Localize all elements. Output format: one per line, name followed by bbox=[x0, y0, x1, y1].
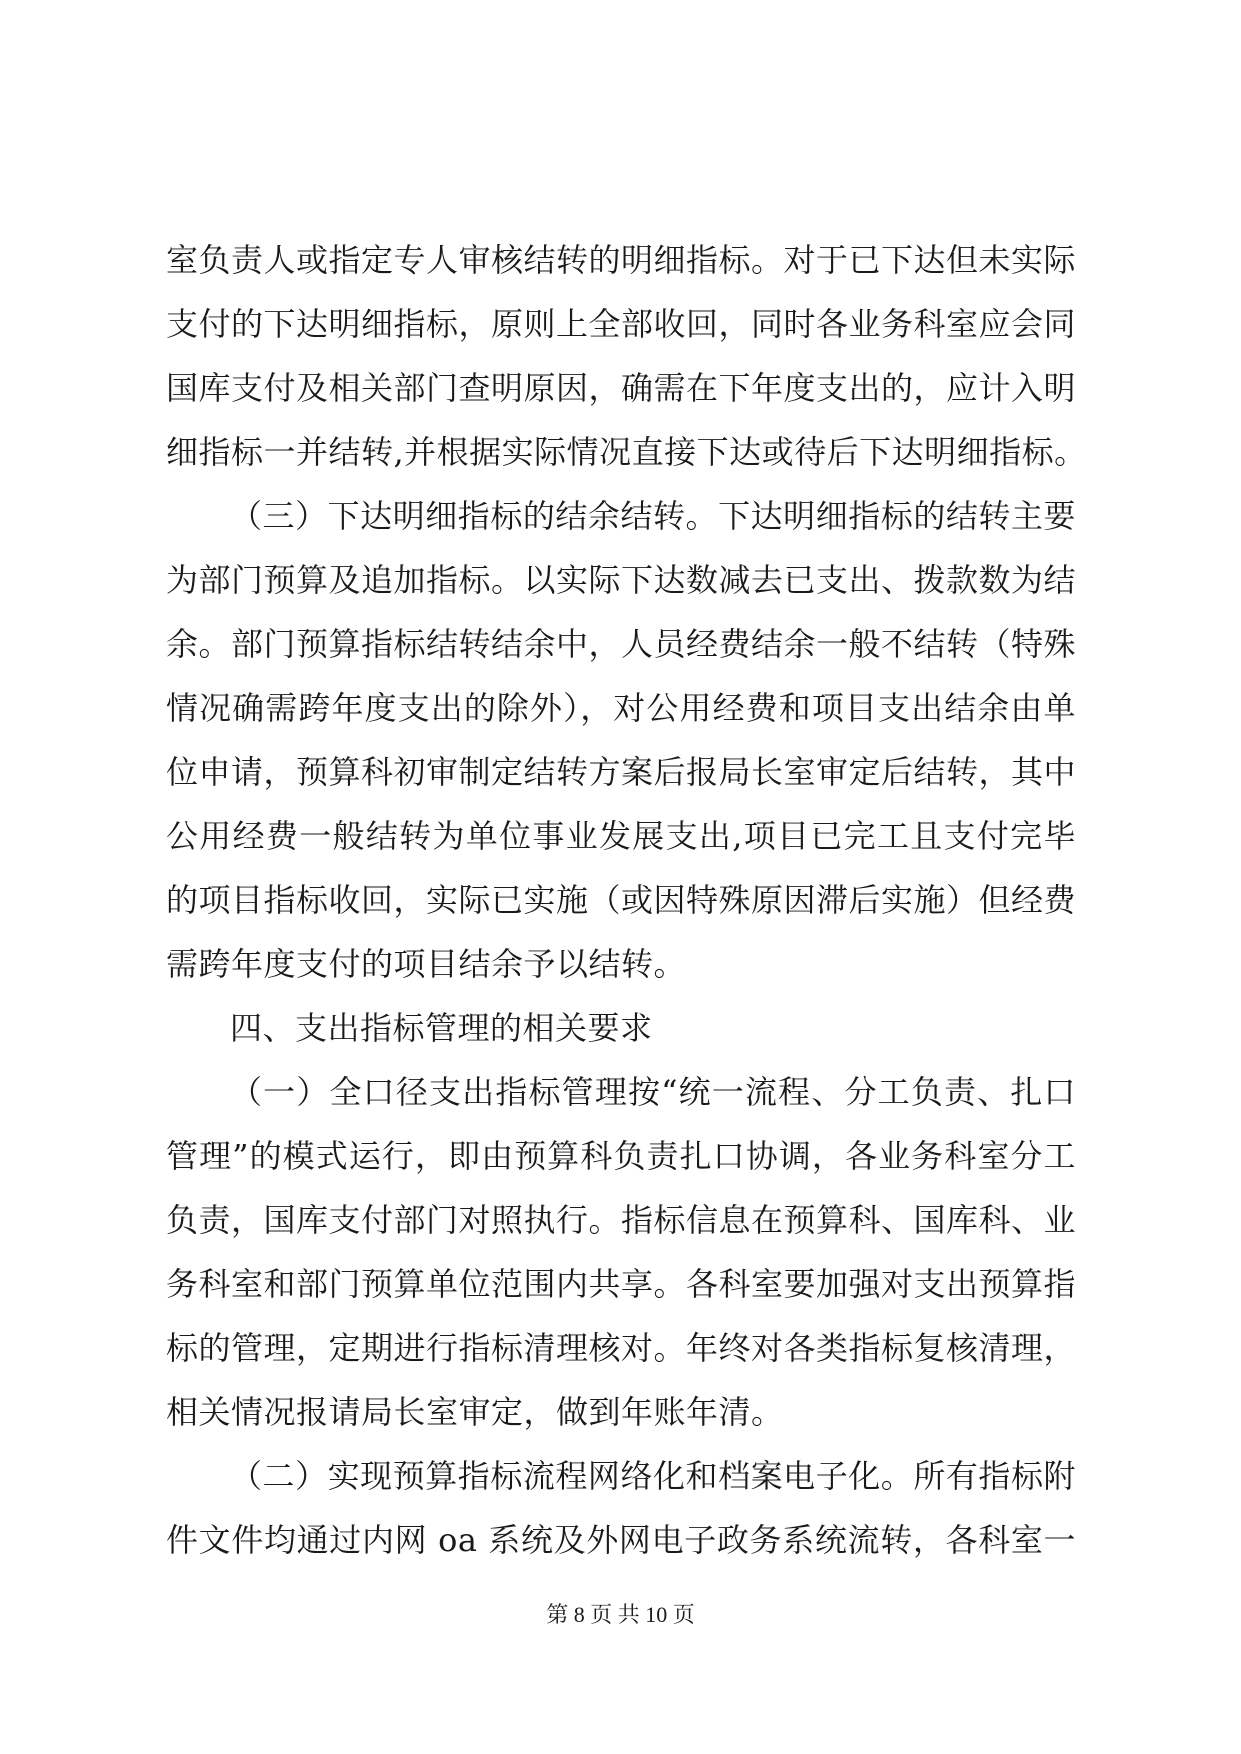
paragraph-line: 相关情况报请局长室审定，做到年账年清。 bbox=[166, 1393, 784, 1431]
paragraph-line: 的项目指标收回，实际已实施（或因特殊原因滞后实施）但经费 bbox=[166, 881, 1077, 919]
paragraph-line: 需跨年度支付的项目结余予以结转。 bbox=[166, 945, 687, 983]
paragraph-line: 标的管理，定期进行指标清理核对。年终对各类指标复核清理， bbox=[166, 1329, 1077, 1367]
page-number-footer: 第 8 页 共 10 页 bbox=[546, 1602, 695, 1627]
paragraph-line: 件文件均通过内网 oa 系统及外网电子政务系统流转，各科室一 bbox=[166, 1521, 1076, 1559]
paragraph-line: （一）全口径支出指标管理按“统一流程、分工负责、扎口 bbox=[230, 1073, 1076, 1111]
paragraph-line: （三）下达明细指标的结余结转。下达明细指标的结转主要 bbox=[230, 497, 1076, 535]
paragraph-line: 支付的下达明细指标，原则上全部收回，同时各业务科室应会同 bbox=[166, 305, 1077, 343]
paragraph-line: 负责，国库支付部门对照执行。指标信息在预算科、国库科、业 bbox=[166, 1201, 1077, 1239]
paragraph-line: （二）实现预算指标流程网络化和档案电子化。所有指标附 bbox=[230, 1457, 1076, 1495]
paragraph-line: 务科室和部门预算单位范围内共享。各科室要加强对支出预算指 bbox=[166, 1265, 1077, 1303]
paragraph-line: 国库支付及相关部门查明原因，确需在下年度支出的，应计入明 bbox=[166, 369, 1077, 407]
section-heading: 四、支出指标管理的相关要求 bbox=[230, 1009, 653, 1047]
paragraph-line: 管理”的模式运行，即由预算科负责扎口协调，各业务科室分工 bbox=[166, 1137, 1076, 1175]
paragraph-line: 公用经费一般结转为单位事业发展支出,项目已完工且支付完毕 bbox=[166, 817, 1076, 855]
paragraph-line: 室负责人或指定专人审核结转的明细指标。对于已下达但未实际 bbox=[166, 241, 1077, 279]
paragraph-line: 为部门预算及追加指标。以实际下达数减去已支出、拨款数为结 bbox=[166, 561, 1077, 599]
document-body bbox=[166, 228, 1087, 1572]
paragraph-line: 余。部门预算指标结转结余中，人员经费结余一般不结转（特殊 bbox=[166, 625, 1077, 663]
paragraph-line: 情况确需跨年度支出的除外），对公用经费和项目支出结余由单 bbox=[166, 689, 1076, 727]
paragraph-line: 细指标一并结转,并根据实际情况直接下达或待后下达明细指标。 bbox=[166, 433, 1087, 471]
paragraph-line: 位申请，预算科初审制定结转方案后报局长室审定后结转，其中 bbox=[166, 753, 1077, 791]
